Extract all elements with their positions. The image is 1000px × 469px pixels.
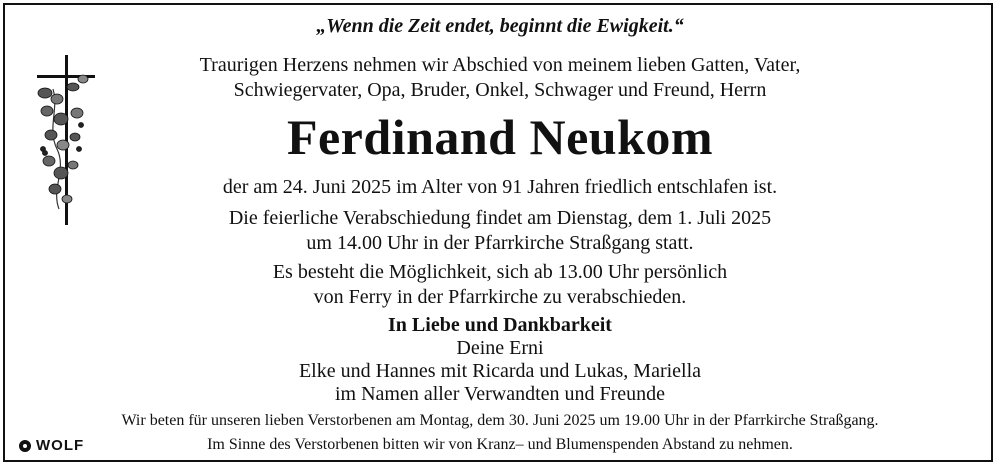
ring-icon	[19, 440, 31, 452]
signoff-name-1: Deine Erni	[456, 337, 544, 359]
signoff-name-2: Elke und Hannes mit Ricarda und Lukas, Mariella	[298, 360, 702, 382]
intro-line-1: Traurigen Herzens nehmen wir Abschied von meinem lieben Gatten, Vater,	[199, 54, 801, 76]
logo-text: WOLF	[36, 437, 85, 454]
viewing-line-2: von Ferry in der Pfarrkirche zu verabschieden.	[313, 286, 687, 308]
viewing-line-1: Es besteht die Möglichkeit, sich ab 13.00 Uhr persönlich	[272, 261, 728, 283]
farewell-line-2: um 14.00 Uhr in der Pfarrkirche Straßgang statt.	[306, 232, 694, 254]
obituary-notice	[3, 3, 993, 462]
deceased-name: Ferdinand Neukom	[286, 109, 714, 165]
wolf-logo	[19, 437, 84, 454]
death-notice: der am 24. Juni 2025 im Alter von 91 Jahren friedlich entschlafen ist.	[222, 176, 778, 198]
farewell-line-1: Die feierliche Verabschiedung findet am Dienstag, dem 1. Juli 2025	[228, 207, 772, 229]
intro-line-2: Schwiegervater, Opa, Bruder, Onkel, Schwager und Freund, Herrn	[233, 79, 767, 101]
signoff-heading: In Liebe und Dankbarkeit	[388, 314, 612, 336]
flowers-note: Im Sinne des Verstorbenen bitten wir von Kranz– und Blumenspenden Abstand zu nehmen.	[207, 436, 793, 453]
prayer-note: Wir beten für unseren lieben Verstorbenen am Montag, dem 30. Juni 2025 um 19.00 Uhr in der Pfarrkirche Straßgang.	[121, 412, 879, 429]
signoff-name-3: im Namen aller Verwandten und Freunde	[334, 383, 666, 405]
motto: „Wenn die Zeit endet, beginnt die Ewigkeit.“	[316, 15, 684, 37]
